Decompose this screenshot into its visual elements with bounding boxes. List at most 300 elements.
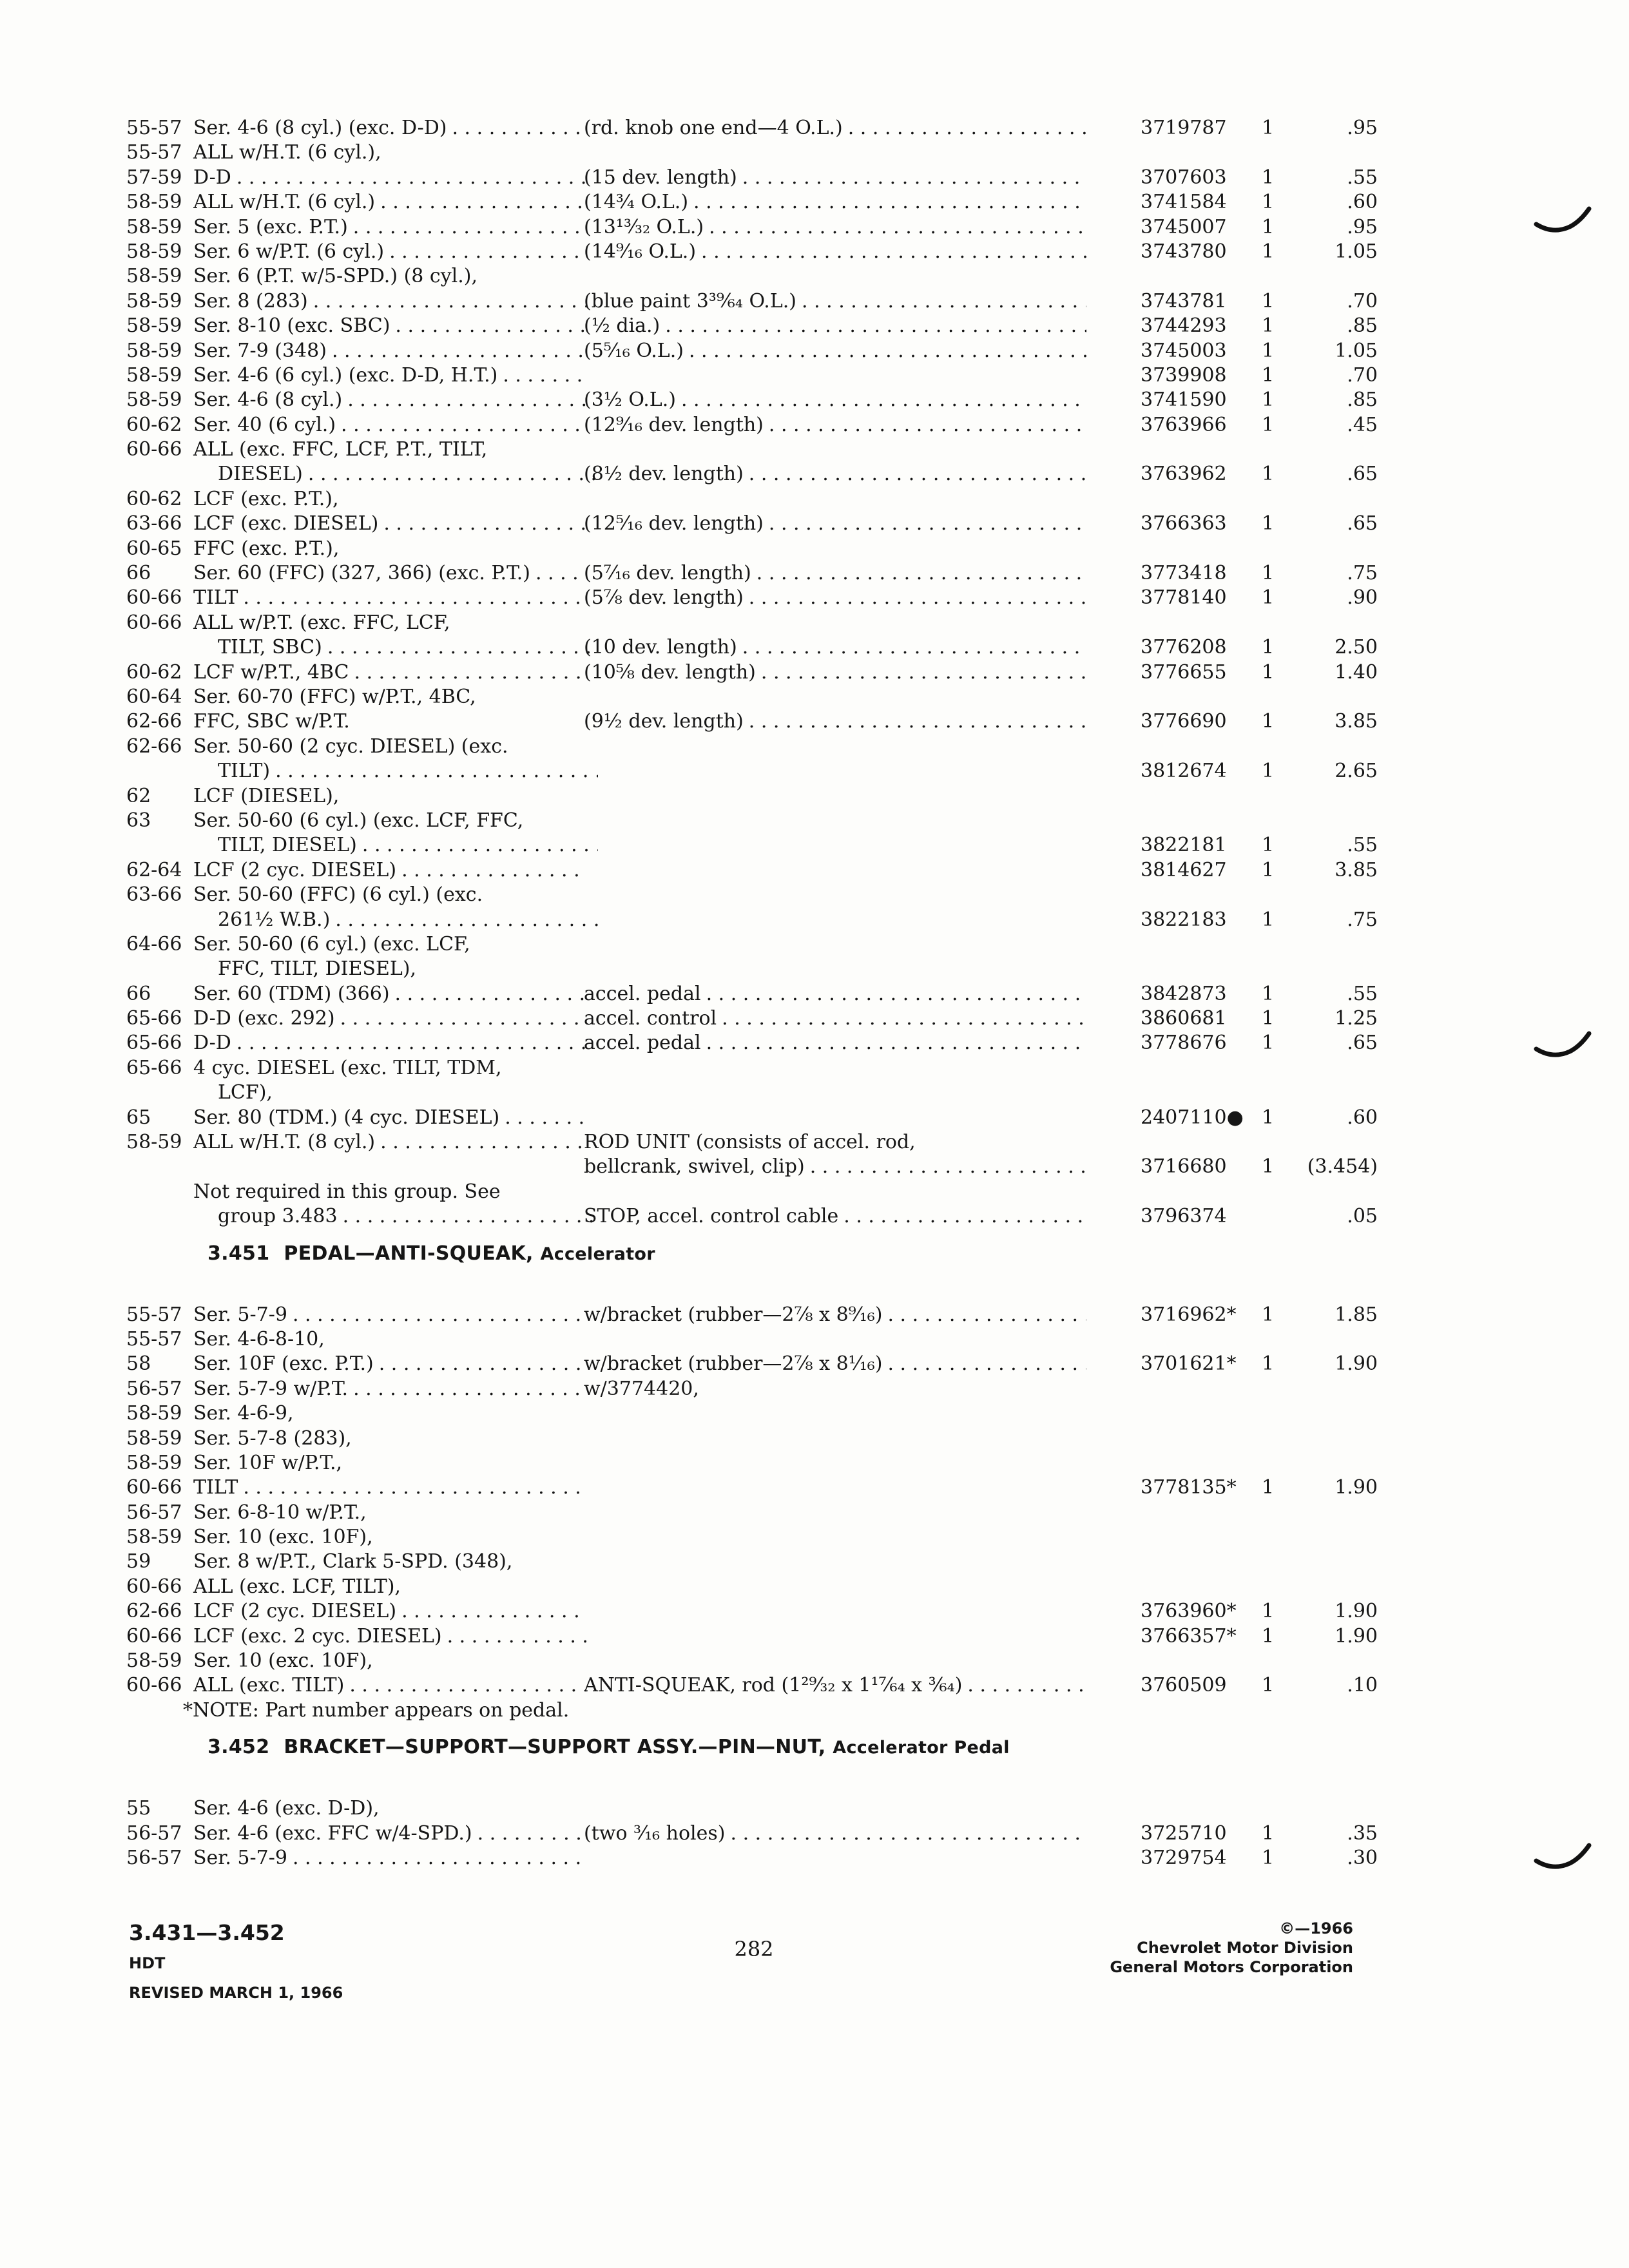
table-row xyxy=(126,1081,1273,1105)
application: Ser. 60-70 (FFC) w/P.T., 4BC, xyxy=(193,685,476,708)
table-row xyxy=(126,116,1378,140)
part-description: (10 dev. length) . . . xyxy=(584,635,1123,660)
quantity: 1 xyxy=(1262,339,1275,362)
table-row xyxy=(126,1821,1378,1846)
part-number: 3812674 xyxy=(1141,760,1227,783)
section-heading-3-452 xyxy=(126,1723,1273,1796)
application: Ser. 5-7-9 w/P.T. . . . xyxy=(193,1377,586,1401)
list-price: .65 xyxy=(1347,1032,1378,1055)
part-number: 3739908 xyxy=(1141,363,1227,387)
part-number: 3822181 xyxy=(1141,834,1227,857)
quantity: 1 xyxy=(1262,413,1275,436)
model-years: 60-66 xyxy=(126,586,182,610)
part-description: STOP, accel. control cable . . . xyxy=(584,1204,1123,1229)
list-price: .55 xyxy=(1347,982,1378,1005)
table-row xyxy=(126,1575,1273,1599)
table-row xyxy=(126,1327,1273,1352)
table-row xyxy=(126,1649,1273,1673)
model-years: 60-62 xyxy=(126,660,182,684)
quantity: 1 xyxy=(1262,463,1275,486)
model-years: 60-65 xyxy=(126,537,182,560)
application: Ser. 80 (TDM.) (4 cyc. DIESEL) . . . xyxy=(193,1106,586,1130)
application: D-D (exc. 292) . . . xyxy=(193,1006,586,1031)
parts-listing xyxy=(126,116,1378,1870)
list-price: 3.85 xyxy=(1335,710,1378,733)
part-number: 3822183 xyxy=(1141,908,1227,931)
part-description: accel. pedal . . . xyxy=(584,982,1123,1006)
application: Ser. 5 (exc. P.T.) . . . xyxy=(193,215,586,240)
model-years: 58-59 xyxy=(126,1649,182,1673)
application: Ser. 6 w/P.T. (6 cyl.) . . . xyxy=(193,240,586,264)
table-row xyxy=(126,908,1378,932)
division-name: Chevrolet Motor Division xyxy=(1137,1939,1353,1957)
application: LCF), xyxy=(218,1081,273,1104)
application: FFC, TILT, DIESEL), xyxy=(218,957,417,981)
quantity: 1 xyxy=(1262,982,1275,1005)
model-years: 63-66 xyxy=(126,512,182,535)
model-years: 60-66 xyxy=(126,1624,182,1648)
application: Ser. 8-10 (exc. SBC) . . . xyxy=(193,314,586,338)
part-description: w/3774420, xyxy=(584,1377,699,1400)
quantity: 1 xyxy=(1262,215,1275,238)
part-number: 3741590 xyxy=(1141,389,1227,412)
part-number: 3744293 xyxy=(1141,314,1227,338)
group-3-450-rows xyxy=(126,116,1378,1229)
model-years: 60-66 xyxy=(126,1476,182,1499)
part-description: (9½ dev. length) . . . xyxy=(584,709,1123,734)
table-row xyxy=(126,1106,1378,1130)
quantity: 1 xyxy=(1262,710,1275,733)
table-row xyxy=(126,809,1273,833)
application: ALL w/P.T. (exc. FFC, LCF, xyxy=(193,611,450,634)
model-years: 60-66 xyxy=(126,438,182,461)
part-description: (5⁵⁄₁₆ O.L.) . . . xyxy=(584,339,1123,363)
list-price: 1.85 xyxy=(1335,1303,1378,1326)
model-years: 65-66 xyxy=(126,1032,182,1055)
model-years: 62-66 xyxy=(126,710,182,733)
application: Ser. 50-60 (6 cyl.) (exc. LCF, xyxy=(193,932,470,956)
model-years: 56-57 xyxy=(126,1847,182,1869)
part-number: 3778676 xyxy=(1141,1032,1227,1055)
application: Ser. 7-9 (348) . . . xyxy=(193,339,586,363)
model-years: 60-66 xyxy=(126,1674,182,1697)
list-price: 1.05 xyxy=(1335,240,1378,263)
model-years: 55-57 xyxy=(126,1303,182,1326)
section-subtitle: Accelerator xyxy=(540,1244,655,1264)
list-price: (3.454) xyxy=(1307,1155,1378,1178)
application: Ser. 6 (P.T. w/5-SPD.) (8 cyl.), xyxy=(193,265,478,288)
revision-date: REVISED MARCH 1, 1966 xyxy=(129,1984,343,2002)
section-title: PEDAL—ANTI-SQUEAK, xyxy=(284,1242,534,1265)
part-number: 3743780 xyxy=(1141,240,1227,263)
application: Ser. 8 (283) . . . xyxy=(193,289,586,314)
model-years: 60-66 xyxy=(126,611,182,634)
table-row xyxy=(126,660,1378,685)
table-row xyxy=(126,1056,1273,1081)
list-price: .55 xyxy=(1347,834,1378,857)
table-row xyxy=(126,190,1378,215)
part-number: 3729754 xyxy=(1141,1847,1227,1869)
part-number: 3719787 xyxy=(1141,117,1227,139)
application: Ser. 60 (FFC) (327, 366) (exc. P.T.) . . . xyxy=(193,561,586,586)
table-row xyxy=(126,1303,1378,1327)
table-row xyxy=(126,1451,1273,1475)
table-row xyxy=(126,1427,1273,1451)
model-years: 62-66 xyxy=(126,735,182,758)
section-title: BRACKET—SUPPORT—SUPPORT ASSY.—PIN—NUT, xyxy=(284,1736,826,1759)
model-years: 62 xyxy=(126,784,151,807)
part-description: (10⅝ dev. length) . . . xyxy=(584,660,1123,685)
part-description: w/bracket (rubber—2⅞ x 8¹⁄₁₆) . . . xyxy=(584,1352,1123,1376)
list-price: .65 xyxy=(1347,463,1378,486)
catalog-code: HDT xyxy=(129,1954,166,1972)
quantity: 1 xyxy=(1262,1847,1275,1869)
table-row xyxy=(126,982,1378,1006)
application: Ser. 50-60 (FFC) (6 cyl.) (exc. xyxy=(193,883,483,907)
application: Ser. 10 (exc. 10F), xyxy=(193,1649,373,1673)
application: ALL (exc. FFC, LCF, P.T., TILT, xyxy=(193,438,488,461)
model-years: 56-57 xyxy=(126,1821,182,1845)
model-years: 55-57 xyxy=(126,141,182,164)
table-row xyxy=(126,1624,1378,1649)
application: Ser. 4-6 (exc. D-D), xyxy=(193,1797,380,1820)
application: Ser. 8 w/P.T., Clark 5-SPD. (348), xyxy=(193,1550,513,1573)
list-price: 1.90 xyxy=(1335,1352,1378,1376)
part-number: 3716680 xyxy=(1141,1155,1227,1178)
application: FFC, SBC w/P.T. xyxy=(193,710,350,733)
table-row xyxy=(126,1031,1378,1055)
model-years: 63 xyxy=(126,809,151,832)
quantity: 1 xyxy=(1262,858,1275,881)
part-number: 3701621* xyxy=(1141,1352,1237,1376)
part-description: (½ dia.) . . . xyxy=(584,314,1123,338)
model-years: 63-66 xyxy=(126,883,182,907)
table-row xyxy=(126,437,1273,462)
part-description: accel. pedal . . . xyxy=(584,1031,1123,1055)
section-number: 3.451 xyxy=(207,1242,270,1265)
part-number: 3778140 xyxy=(1141,586,1227,610)
quantity: 1 xyxy=(1262,117,1275,139)
list-price: .90 xyxy=(1347,586,1378,610)
section-number: 3.452 xyxy=(207,1736,270,1759)
model-years: 65-66 xyxy=(126,1007,182,1030)
model-years: 55 xyxy=(126,1797,151,1820)
part-description: accel. control . . . xyxy=(584,1006,1123,1031)
model-years: 60-64 xyxy=(126,685,182,708)
application: ALL w/H.T. (8 cyl.) . . . xyxy=(193,1130,586,1155)
application: Not required in this group. See xyxy=(193,1180,501,1203)
application: Ser. 50-60 (2 cyc. DIESEL) (exc. xyxy=(193,735,508,758)
part-number: 3766363 xyxy=(1141,512,1227,535)
list-price: 1.90 xyxy=(1335,1600,1378,1623)
list-price: .65 xyxy=(1347,512,1378,535)
model-years: 58-59 xyxy=(126,265,182,288)
table-row xyxy=(126,462,1378,486)
part-description: (12⁹⁄₁₆ dev. length) . . . xyxy=(584,413,1123,437)
table-row xyxy=(126,1846,1378,1870)
part-description: w/bracket (rubber—2⅞ x 8⁹⁄₁₆) . . . xyxy=(584,1303,1123,1327)
part-number: 3745003 xyxy=(1141,339,1227,362)
table-row xyxy=(126,1155,1378,1179)
model-years: 57-59 xyxy=(126,166,182,189)
part-number: 3778135* xyxy=(1141,1476,1237,1499)
part-number: 3776690 xyxy=(1141,710,1227,733)
application: Ser. 60 (TDM) (366) . . . xyxy=(193,982,586,1006)
table-row xyxy=(126,1599,1378,1624)
application: TILT . . . xyxy=(193,1475,586,1500)
model-years: 65-66 xyxy=(126,1056,182,1079)
model-years: 58-59 xyxy=(126,339,182,362)
part-description: (13¹³⁄₃₂ O.L.) . . . xyxy=(584,215,1123,240)
list-price: .95 xyxy=(1347,117,1378,139)
application: 261½ W.B.) . . . xyxy=(218,908,598,932)
part-description: (5⁷⁄₁₆ dev. length) . . . xyxy=(584,561,1123,586)
quantity: 1 xyxy=(1262,1476,1275,1499)
table-row xyxy=(126,735,1273,759)
quantity: 1 xyxy=(1262,1032,1275,1055)
model-years: 58-59 xyxy=(126,314,182,338)
check-mark-icon xyxy=(1534,205,1592,237)
model-years: 58-59 xyxy=(126,1402,182,1425)
quantity: 1 xyxy=(1262,1007,1275,1030)
quantity: 1 xyxy=(1262,1352,1275,1376)
table-row xyxy=(126,1006,1378,1031)
application: group 3.483 . . . xyxy=(218,1204,598,1229)
application: TILT, DIESEL) . . . xyxy=(218,833,598,858)
quantity: 1 xyxy=(1262,760,1275,783)
application: Ser. 10F w/P.T., xyxy=(193,1451,343,1474)
part-number: 3743781 xyxy=(1141,289,1227,312)
application: FFC (exc. P.T.), xyxy=(193,537,340,560)
model-years: 58-59 xyxy=(126,215,182,238)
table-row xyxy=(126,363,1378,388)
application: TILT, SBC) . . . xyxy=(218,635,598,660)
table-row xyxy=(126,1475,1378,1500)
quantity: 1 xyxy=(1262,166,1275,189)
table-row xyxy=(126,883,1273,907)
part-number: 3707603 xyxy=(1141,166,1227,189)
list-price: .45 xyxy=(1347,413,1378,436)
list-price: 1.90 xyxy=(1335,1476,1378,1499)
model-years: 55-57 xyxy=(126,117,182,139)
part-number: 3725710 xyxy=(1141,1821,1227,1845)
table-row xyxy=(126,1204,1378,1229)
list-price: .95 xyxy=(1347,215,1378,238)
application: Ser. 50-60 (6 cyl.) (exc. LCF, FFC, xyxy=(193,809,524,832)
table-row xyxy=(126,932,1273,957)
quantity: 1 xyxy=(1262,314,1275,338)
part-number: 3716962* xyxy=(1141,1303,1237,1326)
table-row xyxy=(126,215,1378,240)
model-years: 60-66 xyxy=(126,1575,182,1598)
part-number: 3763966 xyxy=(1141,413,1227,436)
list-price: .75 xyxy=(1347,908,1378,931)
part-description: (8½ dev. length) . . . xyxy=(584,462,1123,486)
model-years: 58-59 xyxy=(126,363,182,387)
part-description: (two ³⁄₁₆ holes) . . . xyxy=(584,1821,1123,1846)
table-row xyxy=(126,685,1273,709)
model-years: 58-59 xyxy=(126,1526,182,1549)
application: LCF (exc. P.T.), xyxy=(193,487,339,510)
quantity: 1 xyxy=(1262,512,1275,535)
application: *NOTE: Part number appears on pedal. xyxy=(183,1698,570,1722)
table-row xyxy=(126,1401,1273,1426)
quantity: 1 xyxy=(1262,636,1275,659)
application: ALL w/H.T. (6 cyl.) . . . xyxy=(193,190,586,215)
list-price: 1.90 xyxy=(1335,1624,1378,1648)
part-description: ROD UNIT (consists of accel. rod, xyxy=(584,1131,916,1154)
quantity: 1 xyxy=(1262,191,1275,214)
table-row xyxy=(126,759,1378,783)
application: Ser. 4-6 (8 cyl.) (exc. D-D) . . . xyxy=(193,116,586,140)
application: Ser. 6-8-10 w/P.T., xyxy=(193,1501,367,1524)
application: TILT . . . xyxy=(193,586,586,610)
table-row xyxy=(126,1377,1273,1401)
part-number: 3741584 xyxy=(1141,191,1227,214)
list-price: .35 xyxy=(1347,1821,1378,1845)
check-mark-icon xyxy=(1534,1841,1592,1874)
quantity: 1 xyxy=(1262,240,1275,263)
footer-left xyxy=(129,1919,343,2006)
quantity: 1 xyxy=(1262,289,1275,312)
part-description: (14¾ O.L.) . . . xyxy=(584,190,1123,215)
copyright: ©—1966 xyxy=(1279,1919,1353,1937)
table-row xyxy=(126,388,1378,412)
table-row xyxy=(126,1673,1378,1698)
table-row xyxy=(126,1352,1378,1376)
quantity: 1 xyxy=(1262,660,1275,684)
table-row xyxy=(126,140,1273,165)
quantity: 1 xyxy=(1262,389,1275,412)
application: D-D . . . xyxy=(193,166,586,190)
table-row xyxy=(126,1501,1273,1525)
table-row xyxy=(126,833,1378,858)
table-row xyxy=(126,709,1378,734)
list-price: 2.65 xyxy=(1335,760,1378,783)
table-row xyxy=(126,487,1273,512)
table-row xyxy=(126,561,1378,586)
application: LCF (DIESEL), xyxy=(193,784,340,807)
table-row xyxy=(126,289,1378,314)
application: 4 cyc. DIESEL (exc. TILT, TDM, xyxy=(193,1056,502,1079)
application: LCF (exc. 2 cyc. DIESEL) . . . xyxy=(193,1624,586,1649)
application: Ser. 5-7-9 . . . xyxy=(193,1846,586,1870)
quantity: 1 xyxy=(1262,586,1275,610)
model-years: 58-59 xyxy=(126,191,182,214)
quantity: 1 xyxy=(1262,1600,1275,1623)
model-years: 58-59 xyxy=(126,1427,182,1450)
part-number: 3760509 xyxy=(1141,1674,1227,1697)
application: Ser. 4-6-8-10, xyxy=(193,1327,325,1350)
table-row xyxy=(126,957,1273,981)
part-number: 3766357* xyxy=(1141,1624,1237,1648)
application: Ser. 4-6 (6 cyl.) (exc. D-D, H.T.) . . . xyxy=(193,363,586,388)
model-years: 58-59 xyxy=(126,240,182,263)
part-number: 3776655 xyxy=(1141,660,1227,684)
application: LCF (2 cyc. DIESEL) . . . xyxy=(193,1599,586,1624)
table-row xyxy=(126,611,1273,635)
application: TILT) . . . xyxy=(218,759,598,783)
table-row xyxy=(126,512,1378,536)
application: ALL (exc. TILT) . . . xyxy=(193,1673,586,1698)
quantity: 1 xyxy=(1262,1155,1275,1178)
footer-right xyxy=(1031,1919,1353,1977)
check-mark-icon xyxy=(1534,1030,1592,1062)
part-number: 3814627 xyxy=(1141,858,1227,881)
model-years: 55-57 xyxy=(126,1327,182,1350)
quantity: 1 xyxy=(1262,1821,1275,1845)
table-row xyxy=(126,1550,1273,1574)
application: Ser. 4-6 (exc. FFC w/4-SPD.) . . . xyxy=(193,1821,586,1846)
model-years: 56-57 xyxy=(126,1377,182,1400)
model-years: 59 xyxy=(126,1550,151,1573)
model-years: 58 xyxy=(126,1352,151,1376)
list-price: 1.05 xyxy=(1335,339,1378,362)
part-number: 3745007 xyxy=(1141,215,1227,238)
list-price: .60 xyxy=(1347,191,1378,214)
list-price: 3.85 xyxy=(1335,858,1378,881)
table-row xyxy=(126,240,1378,264)
part-description: (15 dev. length) . . . xyxy=(584,166,1123,190)
model-years: 60-62 xyxy=(126,413,182,436)
part-description: ANTI-SQUEAK, rod (1²⁹⁄₃₂ x 1¹⁷⁄₆₄ x ³⁄₆₄) . . . xyxy=(584,1673,1123,1698)
table-row xyxy=(126,635,1378,660)
quantity: 1 xyxy=(1262,834,1275,857)
quantity: 1 xyxy=(1262,363,1275,387)
table-row xyxy=(126,1525,1273,1550)
application: Ser. 10F (exc. P.T.) . . . xyxy=(193,1352,586,1376)
part-number: 3796374 xyxy=(1141,1205,1227,1228)
model-years: 58-59 xyxy=(126,1451,182,1474)
list-price: 2.50 xyxy=(1335,636,1378,659)
table-row xyxy=(126,166,1378,190)
group-range: 3.431—3.452 xyxy=(129,1920,285,1945)
quantity: 1 xyxy=(1262,562,1275,585)
model-years: 58-59 xyxy=(126,389,182,412)
application: Ser. 40 (6 cyl.) . . . xyxy=(193,413,586,437)
section-heading-3-451 xyxy=(126,1229,1273,1303)
part-description: (3½ O.L.) . . . xyxy=(584,388,1123,412)
table-row xyxy=(126,264,1273,289)
application: D-D . . . xyxy=(193,1031,586,1055)
list-price: .75 xyxy=(1347,562,1378,585)
model-years: 64-66 xyxy=(126,932,182,956)
application: Ser. 4-6 (8 cyl.) . . . xyxy=(193,388,586,412)
table-row xyxy=(126,339,1378,363)
quantity: 1 xyxy=(1262,1624,1275,1648)
part-number: 3860681 xyxy=(1141,1007,1227,1030)
application: Ser. 10 (exc. 10F), xyxy=(193,1526,373,1549)
application: Ser. 4-6-9, xyxy=(193,1402,294,1425)
table-row xyxy=(126,1698,1273,1723)
table-row xyxy=(126,1180,1273,1204)
part-description: (14⁹⁄₁₆ O.L.) . . . xyxy=(584,240,1123,264)
model-years: 58-59 xyxy=(126,289,182,312)
part-number: 3773418 xyxy=(1141,562,1227,585)
list-price: .30 xyxy=(1347,1847,1378,1869)
model-years: 62-64 xyxy=(126,858,182,881)
application: ALL (exc. LCF, TILT), xyxy=(193,1575,401,1598)
section-subtitle: Accelerator Pedal xyxy=(833,1738,1010,1758)
application: ALL w/H.T. (6 cyl.), xyxy=(193,141,381,164)
table-row xyxy=(126,537,1273,561)
list-price: .10 xyxy=(1347,1674,1378,1697)
part-description: (12⁵⁄₁₆ dev. length) . . . xyxy=(584,512,1123,536)
model-years: 66 xyxy=(126,982,151,1005)
table-row xyxy=(126,586,1378,610)
part-description: (5⅞ dev. length) . . . xyxy=(584,586,1123,610)
table-row xyxy=(126,1796,1273,1821)
